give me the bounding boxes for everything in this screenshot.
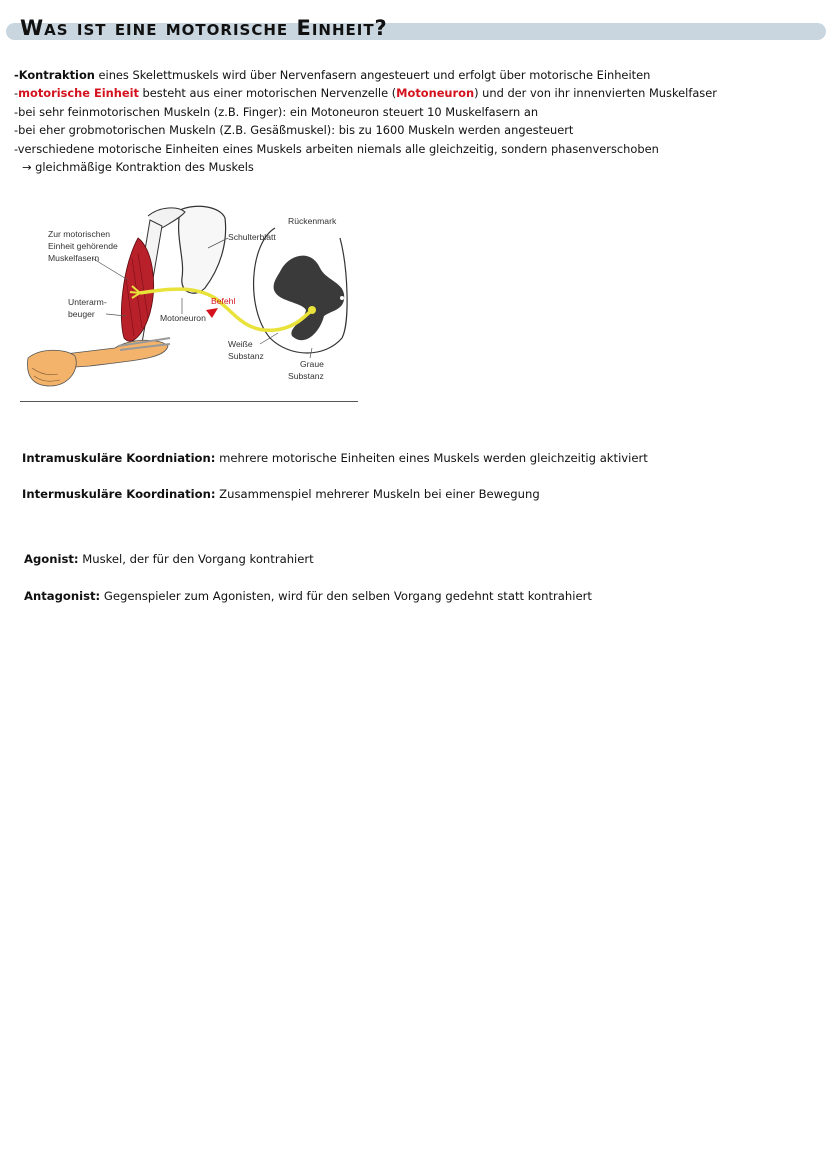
- bullet-kontraktion: -Kontraktion eines Skelettmuskels wird über Nervenfasern angesteuert und erfolgt über motorische Einheiten: [14, 68, 651, 82]
- label-unterarm-line1: Unterarm-: [68, 297, 107, 307]
- bullet-phasenverschoben: -verschiedene motorische Einheiten eines Muskels arbeiten niemals alle gleichzeitig, sondern phasenverschoben: [14, 141, 659, 156]
- definition-agonist: Agonist: Muskel, der für den Vorgang kontrahiert: [24, 552, 314, 566]
- label-rueckenmark: Rückenmark: [288, 216, 337, 226]
- bullet-grobmotorisch: -bei eher grobmotorischen Muskeln (Z.B. Gesäßmuskel): bis zu 1600 Muskeln werden angesteuert: [14, 123, 574, 138]
- label-weisse-line1: Weiße: [228, 339, 253, 349]
- bullet-conclusion: → gleichmäßige Kontraktion des Muskels: [22, 160, 254, 175]
- label-weisse-line2: Substanz: [228, 351, 264, 361]
- bullet-list: [14, 66, 819, 176]
- label-einheit-line3: Muskelfasern: [48, 253, 100, 263]
- shoulder-blade: [179, 206, 226, 293]
- page-title: Was ist eine motorische Einheit?: [20, 16, 388, 40]
- bullet-feinmotorisch: -bei sehr feinmotorischen Muskeln (z.B. Finger): ein Motoneuron steuert 10 Muskelfasern an: [14, 104, 539, 119]
- label-unterarm-line2: beuger: [68, 309, 95, 319]
- label-graue-line2: Substanz: [288, 371, 324, 381]
- label-schulterblatt: Schulterblatt: [228, 232, 276, 242]
- command-arrow: [206, 308, 218, 318]
- label-graue-line1: Graue: [300, 359, 324, 369]
- figure-baseline: [20, 401, 358, 402]
- label-einheit-line2: Einheit gehörende: [48, 241, 118, 251]
- label-befehl: Befehl: [211, 296, 236, 306]
- bullet-motorische-einheit: -motorische Einheit besteht aus einer motorischen Nervenzelle (Motoneuron) und der von ihr innenvierten Muskelfaser: [14, 86, 717, 101]
- hand: [27, 350, 76, 386]
- label-einheit-line1: Zur motorischen: [48, 229, 111, 239]
- definition-intramuskulaer: Intramuskuläre Koordniation: mehrere motorische Einheiten eines Muskels werden gleichzeitig aktiviert: [22, 451, 648, 465]
- motoneuron-cell-body: [308, 306, 316, 314]
- label-motoneuron: Motoneuron: [160, 313, 206, 323]
- definition-intermuskulaer: Intermuskuläre Koordination: Zusammenspiel mehrerer Muskeln bei einer Bewegung: [22, 487, 540, 501]
- definition-antagonist: Antagonist: Gegenspieler zum Agonisten, wird für den selben Vorgang gedehnt statt kontrahiert: [24, 589, 592, 603]
